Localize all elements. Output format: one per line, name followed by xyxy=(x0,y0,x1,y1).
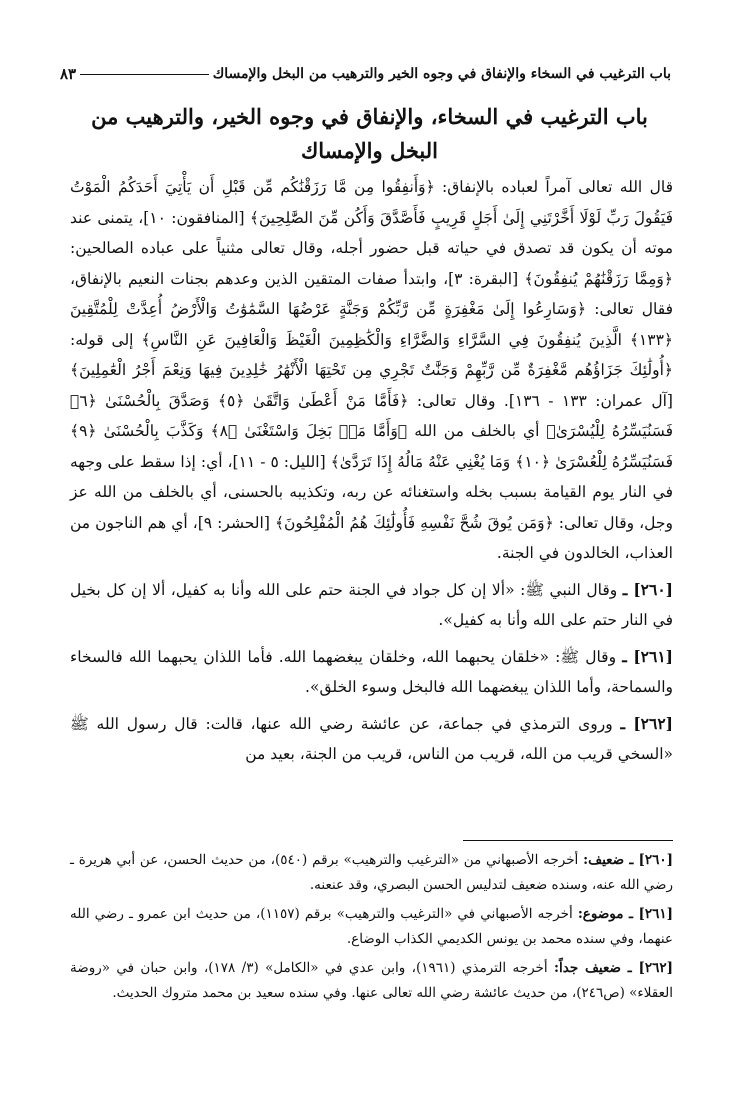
chapter-title xyxy=(90,100,649,168)
chapter-title-line-1: باب الترغيب في السخاء، والإنفاق في وجوه الخير، والترهيب من xyxy=(91,104,648,129)
chapter-title-line-2: البخل والإمساك xyxy=(301,138,438,163)
hadith-262 xyxy=(70,709,673,770)
main-text xyxy=(70,172,673,770)
footnote-separator xyxy=(463,840,673,841)
footnote-260-text: أخرجه الأصبهاني من «الترغيب والترهيب» برقم (٥٤٠)، من حديث الحسن، عن أبي هريرة ـ رضي الله عنه، وسنده ضعيف لتدليس الحسن البصري، وقد عنعنه. xyxy=(70,852,673,893)
footnotes xyxy=(70,848,673,1010)
footnote-261 xyxy=(70,902,673,952)
footnote-260 xyxy=(70,848,673,898)
footnote-262-label: [٢٦٢] ـ ضعيف جداً: xyxy=(554,960,673,976)
hadith-260-text: وقال النبي ﷺ: «ألا إن كل جواد في الجنة حتم على الله وأنا به كفيل، ألا إن كل بخيل في النار حتم على الله وأنا به كفيل». xyxy=(70,580,673,629)
intro-paragraph: قال الله تعالى آمراً لعباده بالإنفاق: ﴿وَأَنفِقُوا مِن مَّا رَزَقْنَٰكُم مِّن قَبْلِ أَن يَأْتِيَ أَحَدَكُمُ الْمَوْتُ فَيَقُولَ رَبِّ لَوْلَا أَخَّرْتَنِي إِلَىٰ أَجَلٍ قَرِيبٍ فَأَصَّدَّقَ وَأَكُن مِّنَ الصَّٰلِحِينَ﴾ [المنافقون: ١٠]، يتمنى عند موته أن يكون قد تصدق في حياته قبل حضور أجله، وقال تعالى مثنياً على عباده الصالحين: ﴿وَمِمَّا رَزَقْنَٰهُمْ يُنفِقُونَ﴾ [البقرة: ٣]، وابتدأ صفات المتقين الذين وعدهم بجنات النعيم بالإنفاق، فقال تعالى: ﴿وَسَارِعُوا إِلَىٰ مَغْفِرَةٍ مِّن رَّبِّكُمْ وَجَنَّةٍ عَرْضُهَا السَّمَٰوَٰتُ وَالْأَرْضُ أُعِدَّتْ لِلْمُتَّقِينَ ﴿١٣٣﴾ الَّذِينَ يُنفِقُونَ فِي السَّرَّاءِ وَالضَّرَّاءِ وَالْكَٰظِمِينَ الْغَيْظَ وَالْعَافِينَ عَنِ النَّاسِ﴾ إلى قوله: ﴿أُولَٰئِكَ جَزَاؤُهُم مَّغْفِرَةٌ مِّن رَّبِّهِمْ وَجَنَّٰتٌ تَجْرِي مِن تَحْتِهَا الْأَنْهَٰرُ خَٰلِدِينَ فِيهَا وَنِعْمَ أَجْرُ الْعَٰمِلِينَ﴾ [آل عمران: ١٣٣ - ١٣٦]. وقال تعالى: ﴿فَأَمَّا مَنْ أَعْطَىٰ وَاتَّقَىٰ ﴿٥﴾ وَصَدَّقَ بِالْحُسْنَىٰ ﴿٦﴾ فَسَنُيَسِّرُهُ لِلْيُسْرَىٰ﴾ أي بالخلف من الله ﴿وَأَمَّا مَنۢ بَخِلَ وَاسْتَغْنَىٰ ﴿٨﴾ وَكَذَّبَ بِالْحُسْنَىٰ ﴿٩﴾ فَسَنُيَسِّرُهُ لِلْعُسْرَىٰ ﴿١٠﴾ وَمَا يُغْنِي عَنْهُ مَالُهُ إِذَا تَرَدَّىٰ﴾ [الليل: ٥ - ١١]، أي: إذا سقط على وجهه في النار يوم القيامة بسبب بخله واستغنائه عن ربه، وتكذيبه بالحسنى، أي بالخلف من الله عز وجل، وقال تعالى: ﴿وَمَن يُوقَ شُحَّ نَفْسِهِ فَأُولَٰئِكَ هُمُ الْمُفْلِحُونَ﴾ [الحشر: ٩]، أي هم الناجون من العذاب، الخالدون في الجنة. xyxy=(70,178,674,562)
page-number: ٨٣ xyxy=(60,65,77,83)
hadith-260-number: [٢٦٠] ـ xyxy=(622,579,673,599)
footnote-262 xyxy=(70,956,673,1006)
footnote-261-text: أخرجه الأصبهاني في «الترغيب والترهيب» برقم (١١٥٧)، من حديث ابن عمرو ـ رضي الله عنهما، وفي سنده محمد بن يونس الكديمي الكذاب الوضاع. xyxy=(70,906,673,947)
hadith-260 xyxy=(70,575,673,636)
footnote-262-text: أخرجه الترمذي (١٩٦١)، وابن عدي في «الكامل» (٣/ ١٧٨)، وابن حبان في «روضة العقلاء» (ص٢٤٦)، من حديث عائشة رضي الله تعالى عنها. وفي سنده سعيد بن محمد متروك الحديث. xyxy=(70,960,673,1001)
header-rule xyxy=(80,74,209,75)
hadith-261-number: [٢٦١] ـ xyxy=(622,646,673,666)
hadith-261 xyxy=(70,642,673,703)
hadith-261-text: وقال ﷺ: «خلقان يحبهما الله، وخلقان يبغضهما الله. فأما اللذان يحبهما الله فالسخاء والسماحة، وأما اللذان يبغضهما الله فالبخل وسوء الخلق». xyxy=(70,647,673,696)
running-title: باب الترغيب في السخاء والإنفاق في وجوه الخير والترهيب من البخل والإمساك xyxy=(212,66,671,82)
footnote-261-label: [٢٦١] ـ موضوع: xyxy=(577,906,673,922)
hadith-262-number: [٢٦٢] ـ xyxy=(620,713,673,733)
footnote-260-label: [٢٦٠] ـ ضعيف: xyxy=(583,852,674,868)
hadith-262-text: وروى الترمذي في جماعة، عن عائشة رضي الله عنها، قالت: قال رسول الله ﷺ «السخي قريب من الله، قريب من الناس، قريب من الجنة، بعيد من xyxy=(70,714,673,763)
running-header xyxy=(60,58,671,90)
